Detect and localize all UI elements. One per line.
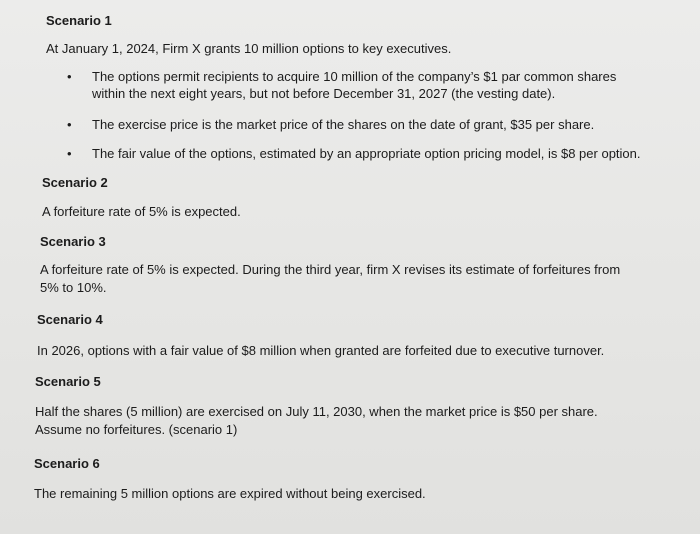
bullet-2-line-1: The exercise price is the market price of the shares on the date of grant, $35 per share. — [92, 117, 595, 132]
scenario-5-line-2: Assume no forfeitures. (scenario 1) — [35, 422, 238, 437]
scenario-3-heading: Scenario 3 — [40, 234, 106, 249]
scenario-5-heading: Scenario 5 — [35, 374, 101, 389]
scenario-1-heading: Scenario 1 — [46, 13, 112, 28]
scenario-2-text: A forfeiture rate of 5% is expected. — [42, 204, 241, 219]
scenario-2-heading: Scenario 2 — [42, 175, 108, 190]
bullet-2-marker: • — [67, 117, 72, 132]
bullet-1-marker: • — [67, 69, 72, 84]
scenario-4-text: In 2026, options with a fair value of $8 million when granted are forfeited due to executive turnover. — [37, 343, 605, 358]
scenario-1-intro: At January 1, 2024, Firm X grants 10 million options to key executives. — [46, 41, 452, 56]
bullet-3-marker: • — [67, 146, 72, 161]
bullet-1-line-1: The options permit recipients to acquire 10 million of the company’s $1 par common shares — [92, 69, 617, 84]
scenario-3-line-1: A forfeiture rate of 5% is expected. During the third year, firm X revises its estimate of forfeitures from — [40, 262, 621, 277]
scenario-5-line-1: Half the shares (5 million) are exercised on July 11, 2030, when the market price is $50 per share. — [35, 404, 598, 419]
scenario-6-text: The remaining 5 million options are expired without being exercised. — [34, 486, 426, 501]
scenario-6-heading: Scenario 6 — [34, 456, 100, 471]
scenario-3-line-2: 5% to 10%. — [40, 280, 107, 295]
bullet-3-line-1: The fair value of the options, estimated by an appropriate option pricing model, is $8 per option. — [92, 146, 641, 161]
bullet-1-line-2: within the next eight years, but not before December 31, 2027 (the vesting date). — [92, 86, 556, 101]
scenario-4-heading: Scenario 4 — [37, 312, 103, 327]
